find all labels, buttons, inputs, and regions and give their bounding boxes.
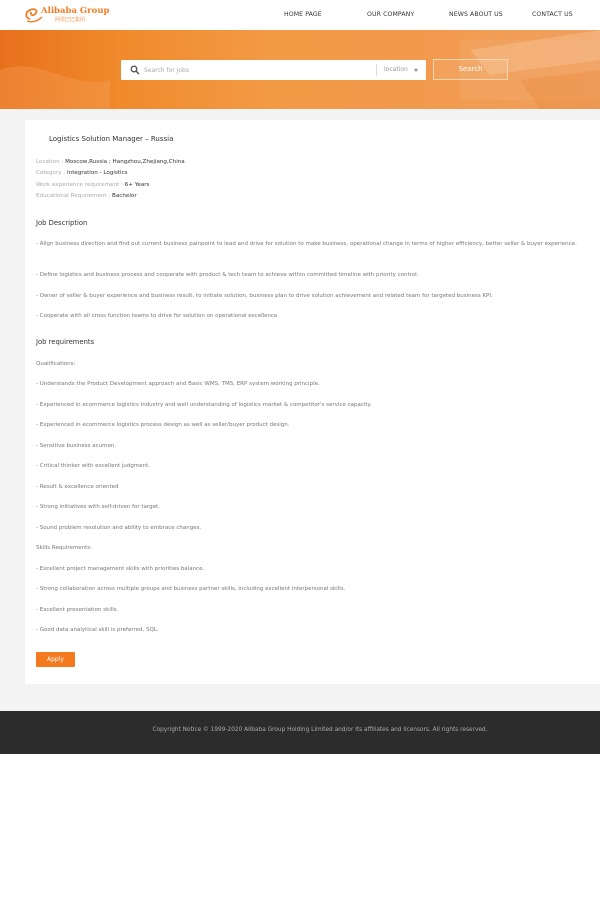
qualification-item: - Understands the Product Development approach and Basic WMS, TMS, ERP system working principle. xyxy=(36,381,320,387)
copyright-notice: Copyright Notice © 1999-2020 Alibaba Group Holding Limited and/or its affiliates and licensors. All rights reserved. xyxy=(152,727,488,733)
job-category xyxy=(36,169,128,177)
search-divider xyxy=(376,64,377,76)
apply-button[interactable]: Apply xyxy=(36,652,75,667)
meta-value: Integration - Logistics xyxy=(67,170,128,176)
meta-value: 6+ Years xyxy=(124,182,150,188)
job-requirements-heading: Job requirements xyxy=(36,338,95,346)
skill-item: - Excellent presentation skills. xyxy=(36,607,119,613)
qualification-item: - Strong initiatives with self-driven for target. xyxy=(36,504,160,510)
qualification-item: - Experienced in ecommerce logistics industry and well understanding of logistics market & competitor's service capacity. xyxy=(36,402,372,408)
description-item: - Cooperate with all cross function teams to drive for solution on operational excellence. xyxy=(36,313,280,319)
qualification-item: - Result & excellence oriented xyxy=(36,484,119,490)
qualifications-label: Qualifications: xyxy=(36,361,76,367)
skills-label: Skills Requirements: xyxy=(36,545,92,551)
site-header xyxy=(0,0,600,30)
meta-value: Moscow,Russia ; Hangzhou,Zhejiang,China xyxy=(65,159,185,165)
job-title: Logistics Solution Manager – Russia xyxy=(49,135,174,143)
nav-contact-us[interactable]: CONTACT US xyxy=(532,11,573,18)
description-item: - Owner of seller & buyer experience and business result, to initiate solution, business plan to drive solution achievement and related team for targeted business KPI. xyxy=(36,293,493,299)
qualification-item: - Critical thinker with excellent judgment. xyxy=(36,463,150,469)
job-education xyxy=(36,192,137,200)
alibaba-logo[interactable] xyxy=(24,6,116,24)
nav-news-about-us[interactable]: NEWS ABOUT US xyxy=(449,11,503,18)
description-item: - Define logistics and business process and cooperate with product & tech team to achieve within committed timeline with priority control. xyxy=(36,272,419,278)
search-button[interactable]: Search xyxy=(433,59,508,80)
skill-item: - Good data analytical skill is preferred, SQL. xyxy=(36,627,159,633)
qualification-item: - Sound problem resolution and ability to embrace changes. xyxy=(36,525,202,531)
skill-item: - Strong collaboration across multiple groups and business partner skills, including excellent interpersonal skills. xyxy=(36,586,346,592)
search-icon xyxy=(130,65,140,75)
qualification-item: - Sensitive business acumen. xyxy=(36,443,117,449)
brand-name: Alibaba Group xyxy=(41,6,110,16)
qualification-item: - Experienced in ecommerce logistics process design as well as seller/buyer product design. xyxy=(36,422,290,428)
job-location xyxy=(36,158,185,166)
meta-label: Location : xyxy=(36,159,64,165)
job-description-heading: Job Description xyxy=(36,219,88,227)
nav-our-company[interactable]: OUR COMPANY xyxy=(367,11,415,18)
meta-label: Work experience requirement : xyxy=(36,182,123,188)
meta-label: Category : xyxy=(36,170,66,176)
meta-label: Educational Requirement : xyxy=(36,193,111,199)
job-search-input[interactable] xyxy=(144,62,372,78)
brand-subtitle: 阿里巴巴集团 xyxy=(55,17,86,23)
meta-value: Bachelor xyxy=(112,193,137,199)
job-work-experience xyxy=(36,181,149,189)
location-select[interactable]: location xyxy=(384,66,408,73)
skill-item: - Excellent project management skills with priorities balance. xyxy=(36,566,205,572)
nav-home-page[interactable]: HOME PAGE xyxy=(284,11,322,18)
chevron-down-icon xyxy=(414,69,418,72)
description-item: - Align business direction and find out current business painpoint to lead and drive for solution to make business, operational change in terms of higher efficiency, better seller & buyer experience. xyxy=(36,241,577,247)
